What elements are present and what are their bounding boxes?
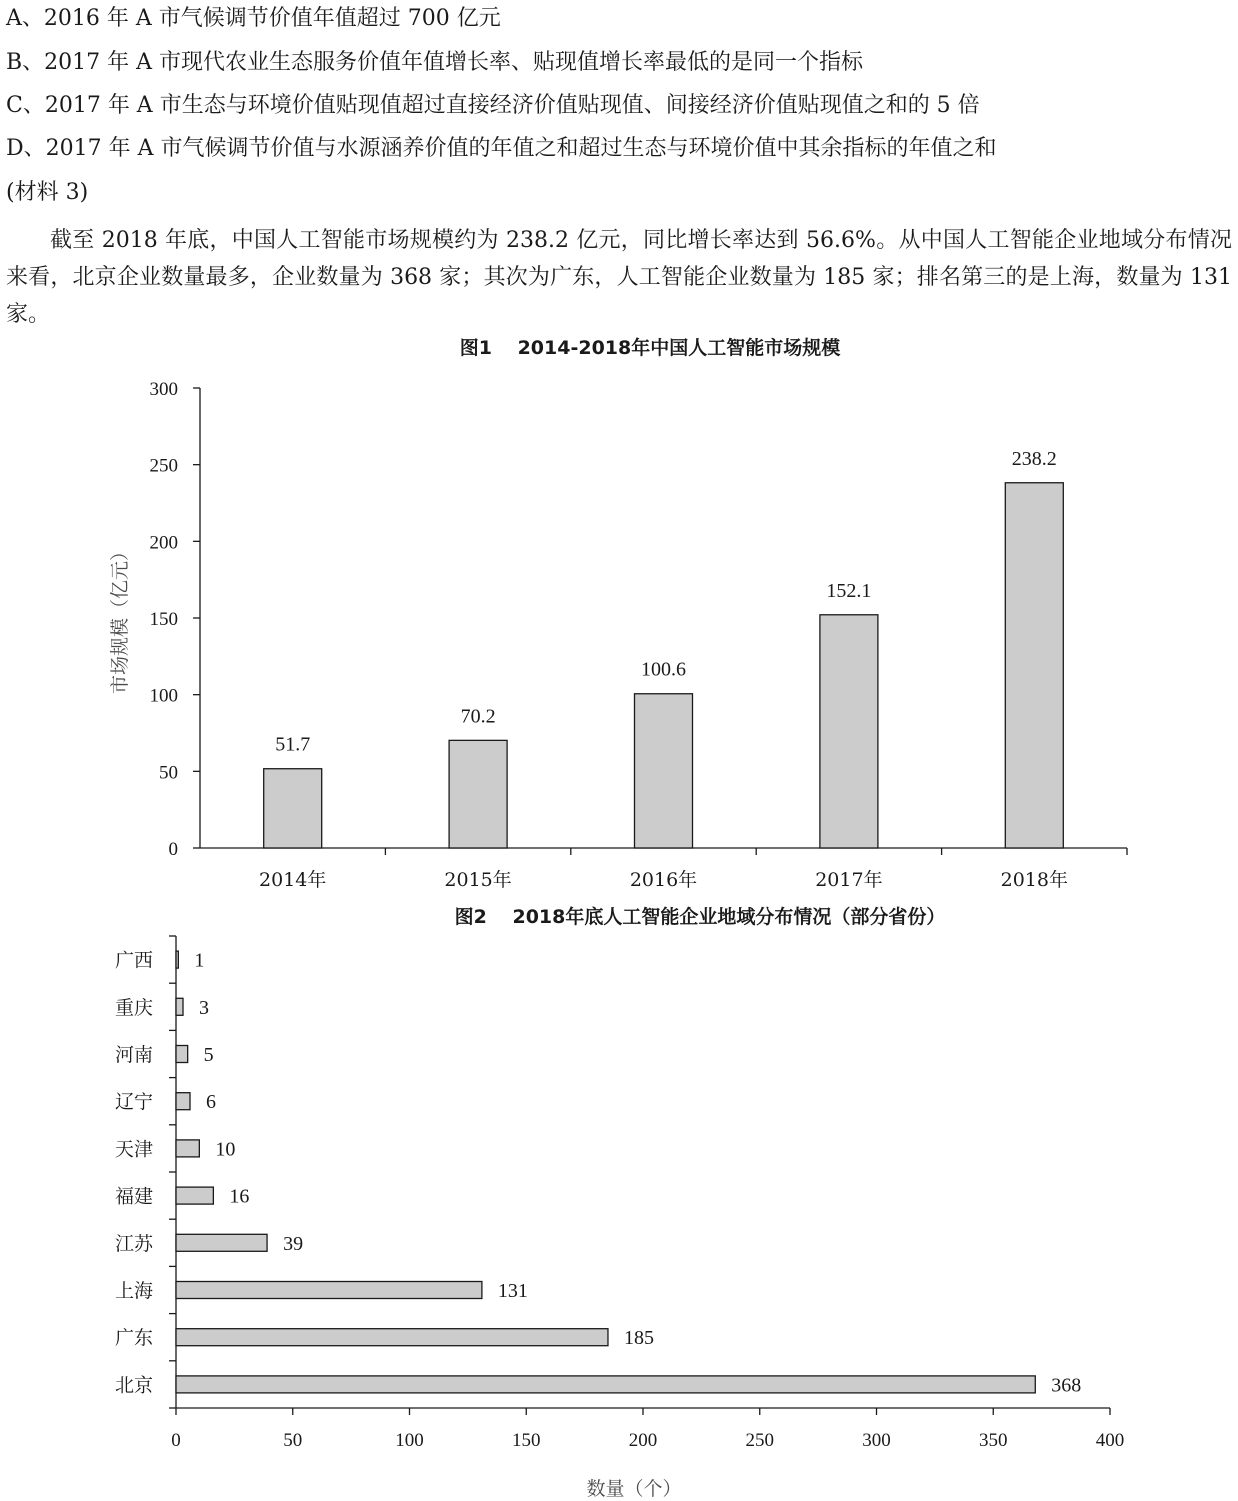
chart1-data-label: 70.2 xyxy=(460,705,496,728)
chart1-category-label: 2015年 xyxy=(444,869,512,891)
chart1-data-label: 238.2 xyxy=(1011,447,1057,470)
chart1-y-tick-label: 250 xyxy=(149,455,178,477)
chart1-data-label: 100.6 xyxy=(641,658,686,681)
chart1-category-label: 2016年 xyxy=(629,869,698,891)
chart2-data-label: 16 xyxy=(229,1185,250,1208)
chart2-bar xyxy=(176,1234,267,1251)
chart2-category-label: 河南 xyxy=(114,1044,153,1066)
option-a: A、2016 年 A 市气候调节价值年值超过 700 亿元 xyxy=(6,6,501,31)
chart2-bar xyxy=(176,1282,482,1299)
chart2-category-label: 广西 xyxy=(114,949,153,972)
chart1-category-label: 2018年 xyxy=(1000,869,1068,891)
chart2-category-label: 北京 xyxy=(114,1374,153,1397)
chart2-data-label: 368 xyxy=(1051,1374,1082,1397)
chart2-data-label: 39 xyxy=(283,1232,304,1255)
chart2-data-label: 1 xyxy=(194,949,205,972)
chart2-x-tick-label: 200 xyxy=(628,1430,658,1451)
option-b: B、2017 年 A 市现代农业生态服务价值年值增长率、贴现值增长率最低的是同一个指标 xyxy=(6,50,864,75)
chart2-data-label: 6 xyxy=(206,1091,217,1114)
option-c: C、2017 年 A 市生态与环境价值贴现值超过直接经济价值贴现值、间接经济价值贴现值之和的 5 倍 xyxy=(6,93,980,118)
chart1-category-label: 2017年 xyxy=(815,869,883,891)
chart2-data-label: 3 xyxy=(199,996,210,1019)
chart2-x-tick-label: 350 xyxy=(979,1430,1008,1451)
chart2-plot-area xyxy=(115,936,1124,1451)
chart2-x-tick-label: 150 xyxy=(512,1430,541,1451)
chart1-data-label: 152.1 xyxy=(826,579,872,602)
chart1-bar xyxy=(264,769,322,848)
chart2-bar xyxy=(176,1329,608,1346)
material-paragraph: 截至 2018 年底，中国人工智能市场规模约为 238.2 亿元，同比增长率达到 56.6%。从中国人工智能企业地域分布情况来看，北京企业数量最多，企业数量为 368 家；其次为广东，人工智能企业数量为 185 家；排名第三的是上海，数量为 131 家。 xyxy=(6,228,1232,327)
chart2-x-tick-label: 100 xyxy=(395,1430,424,1451)
chart2-category-label: 广东 xyxy=(114,1327,153,1350)
option-d: D、2017 年 A 市气候调节价值与水源涵养价值的年值之和超过生态与环境价值中其余指标的年值之和 xyxy=(6,136,997,161)
region-distribution-bar-chart xyxy=(0,898,1238,1501)
chart2-category-label: 辽宁 xyxy=(114,1091,153,1114)
chart2-x-axis-label: 数量（个） xyxy=(586,1478,682,1500)
chart1-category-label: 2014年 xyxy=(259,869,327,891)
chart2-data-label: 10 xyxy=(215,1138,236,1161)
market-size-bar-chart xyxy=(0,330,1238,895)
chart2-data-label: 185 xyxy=(623,1327,654,1350)
chart1-bar xyxy=(820,615,878,848)
chart1-title: 图1 2014-2018年中国人工智能市场规模 xyxy=(459,337,841,359)
chart2-bar xyxy=(176,998,183,1015)
chart2-category-label: 福建 xyxy=(114,1185,153,1208)
chart2-data-label: 5 xyxy=(203,1044,214,1066)
chart2-x-tick-label: 50 xyxy=(283,1430,303,1451)
chart2-category-label: 重庆 xyxy=(114,996,153,1019)
chart2-bar xyxy=(176,1187,213,1204)
chart2-category-label: 上海 xyxy=(114,1280,153,1302)
chart1-y-tick-label: 150 xyxy=(149,609,178,630)
material-label: (材料 3) xyxy=(6,180,89,205)
chart2-x-tick-label: 0 xyxy=(171,1430,181,1451)
chart2-x-tick-label: 400 xyxy=(1095,1430,1125,1451)
chart1-y-tick-label: 100 xyxy=(149,685,178,707)
chart2-bar xyxy=(176,1046,188,1063)
chart1-y-tick-label: 50 xyxy=(159,762,178,784)
chart2-bar xyxy=(176,1140,199,1157)
chart1-y-tick-label: 200 xyxy=(149,532,178,554)
chart1-y-tick-label: 300 xyxy=(149,379,178,400)
chart2-data-label: 131 xyxy=(497,1280,528,1302)
chart1-y-axis-label: 市场规模（亿元） xyxy=(109,541,131,695)
chart1-plot-area xyxy=(150,379,1128,891)
chart1-data-label: 51.7 xyxy=(275,733,311,756)
chart2-bar xyxy=(176,1093,190,1110)
chart1-y-tick-label: 0 xyxy=(168,839,178,860)
chart1-bar xyxy=(635,694,693,848)
chart2-title: 图2 2018年底人工智能企业地域分布情况（部分省份） xyxy=(454,906,946,928)
chart1-bar xyxy=(1005,483,1063,848)
chart2-x-tick-label: 300 xyxy=(862,1430,891,1451)
chart2-bar xyxy=(176,951,178,968)
chart1-bar xyxy=(449,740,507,848)
chart2-bar xyxy=(176,1376,1035,1393)
chart2-x-tick-label: 250 xyxy=(745,1430,774,1451)
chart2-category-label: 江苏 xyxy=(114,1232,153,1255)
chart2-category-label: 天津 xyxy=(114,1138,153,1161)
